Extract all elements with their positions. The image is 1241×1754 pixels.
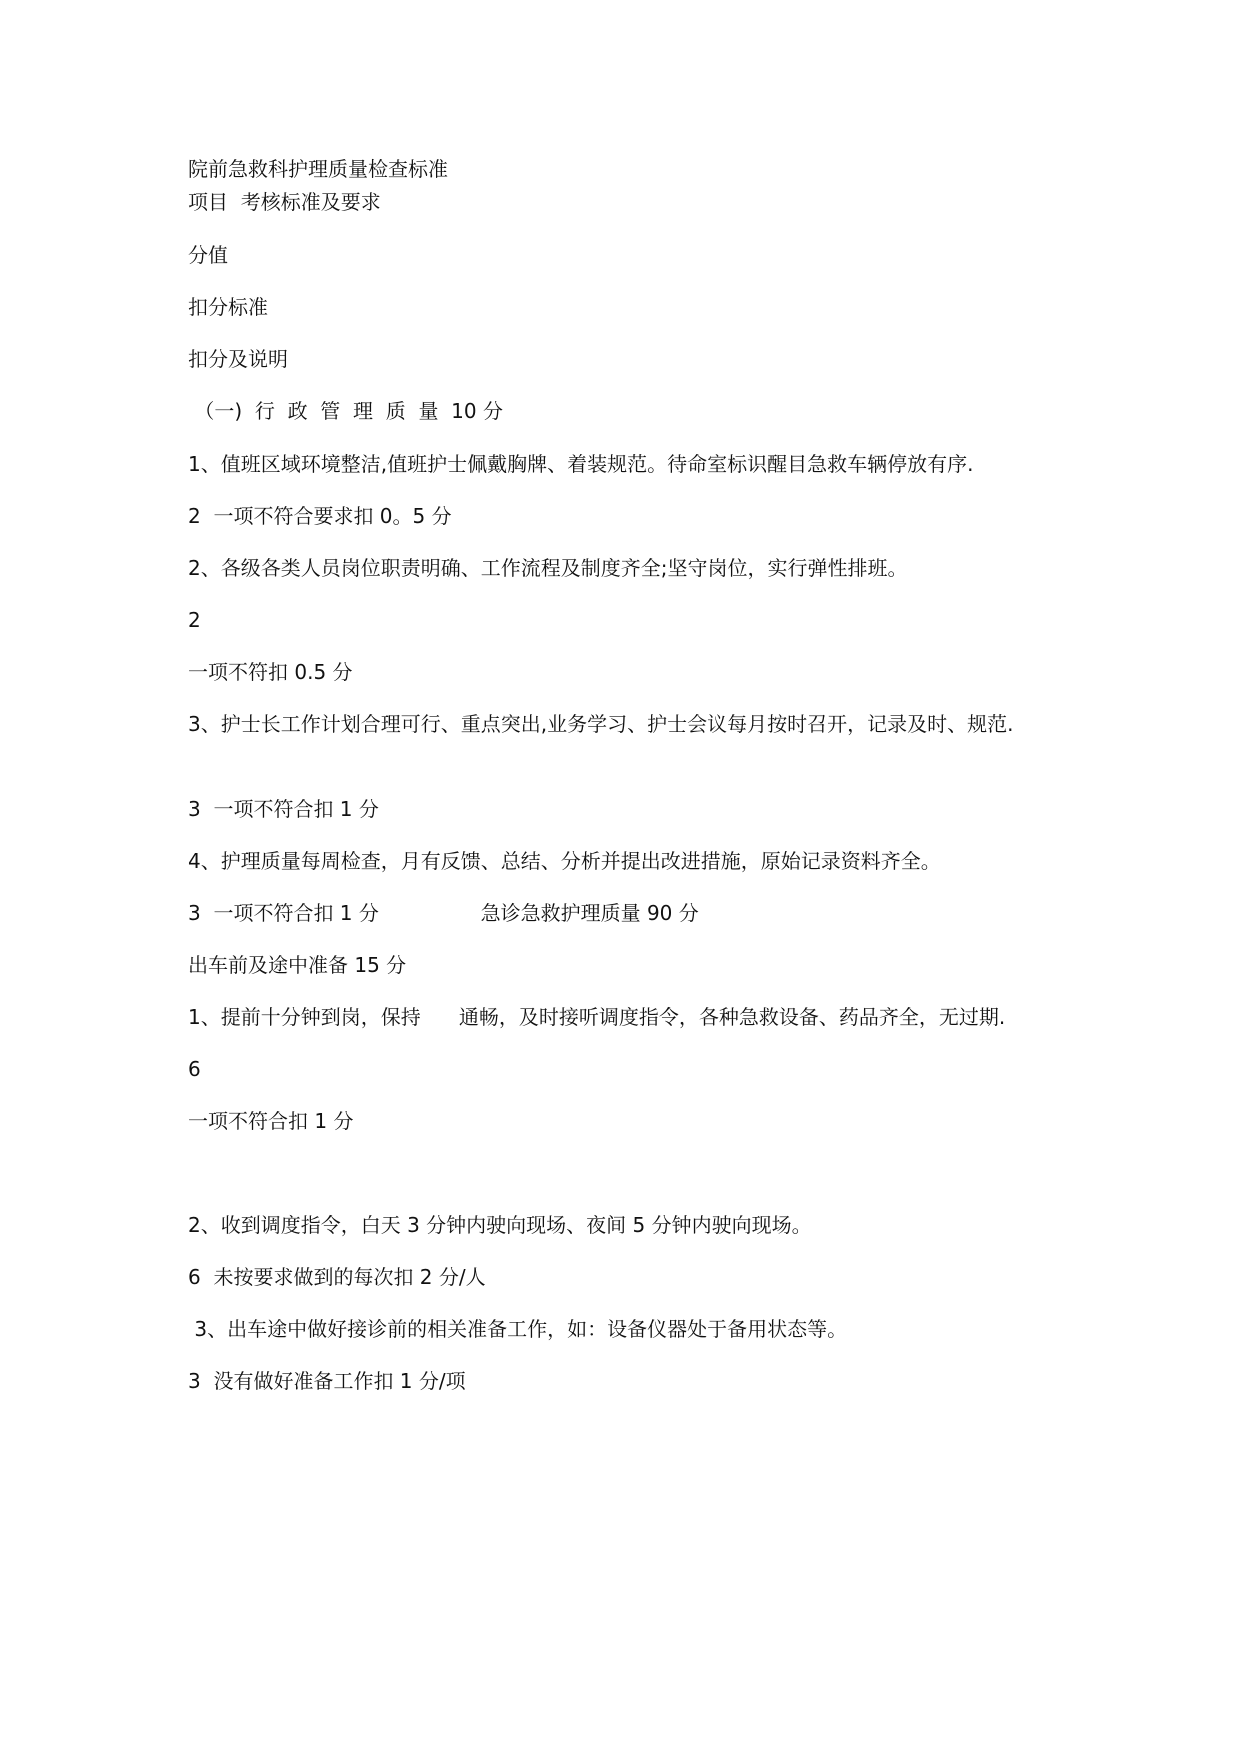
document-title: 院前急救科护理质量检查标准	[188, 157, 448, 181]
item-departure-1-score: 6	[188, 1057, 201, 1081]
item-departure-3: 3、出车途中做好接诊前的相关准备工作，如：设备仪器处于备用状态等。	[188, 1317, 848, 1341]
item-4-quality-check: 4、护理质量每周检查，月有反馈、总结、分析并提出改进措施，原始记录资料齐全。	[188, 849, 941, 873]
item-4-score: 3 一项不符合扣 1 分 急诊急救护理质量 90 分	[188, 901, 699, 925]
item-3-head-nurse-plan: 3、护士长工作计划合理可行、重点突出,业务学习、护士会议每月按时召开，记录及时、规范.	[188, 712, 1014, 736]
header-deduction-standard: 扣分标准	[188, 295, 268, 319]
item-1-environment: 1、值班区域环境整洁,值班护士佩戴胸牌、着装规范。待命室标识醒目急救车辆停放有序.	[188, 452, 974, 476]
item-departure-3-score: 3 没有做好准备工作扣 1 分/项	[188, 1369, 466, 1393]
item-2-score: 2	[188, 608, 201, 632]
item-departure-2: 2、收到调度指令，白天 3 分钟内驶向现场、夜间 5 分钟内驶向现场。	[188, 1213, 812, 1237]
item-departure-1-deduction: 一项不符合扣 1 分	[188, 1109, 354, 1133]
item-3-score: 3 一项不符合扣 1 分	[188, 797, 379, 821]
section-admin-quality: （一) 行 政 管 理 质 量 10 分	[188, 399, 503, 423]
header-project-criteria: 项目 考核标准及要求	[188, 190, 381, 214]
item-departure-1: 1、提前十分钟到岗，保持 通畅，及时接听调度指令，各种急救设备、药品齐全，无过期.	[188, 1005, 1006, 1029]
item-departure-2-score: 6 未按要求做到的每次扣 2 分/人	[188, 1265, 486, 1289]
header-deduction-notes: 扣分及说明	[188, 347, 288, 371]
header-score: 分值	[188, 243, 228, 267]
section-pre-departure: 出车前及途中准备 15 分	[188, 953, 407, 977]
item-2-duties: 2、各级各类人员岗位职责明确、工作流程及制度齐全;坚守岗位，实行弹性排班。	[188, 556, 908, 580]
item-2-deduction: 一项不符扣 0.5 分	[188, 660, 353, 684]
item-1-score: 2 一项不符合要求扣 0。5 分	[188, 504, 452, 528]
